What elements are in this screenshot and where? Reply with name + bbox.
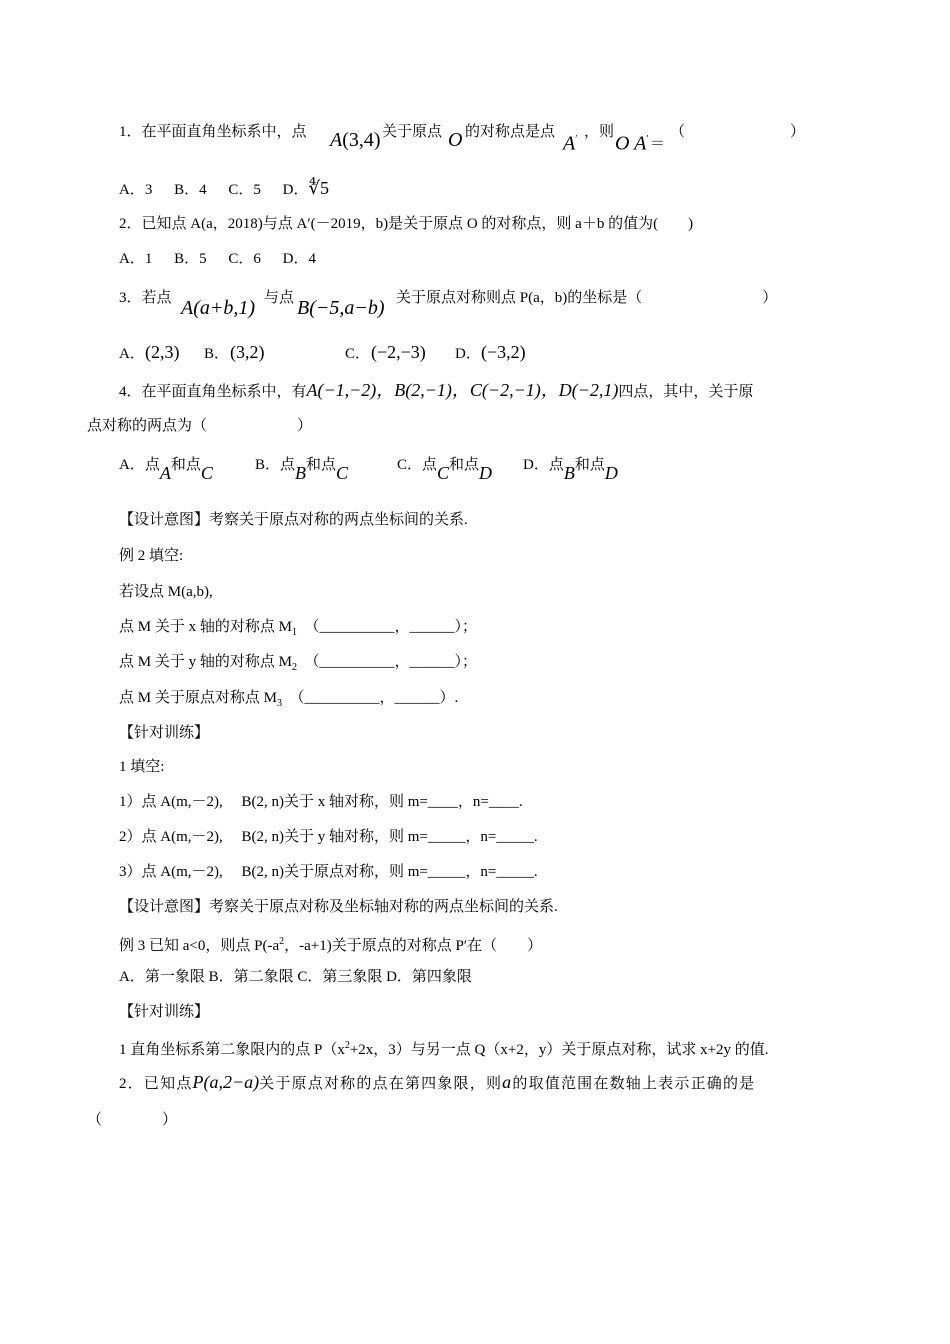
q1-line [119,122,307,142]
example-2-line3: 点 M 关于原点对称点 $M_3$ （__________，______）. [119,690,459,709]
example-2-line2: 点 M 关于 y 轴的对称点 $M_2$ （__________，______）； [119,654,477,673]
q2-option-b: B．5 [174,251,207,267]
q3-point-b: B(−5,a−b) [297,297,385,319]
q1-pre: 在平面直角坐标系中，点 [141,124,307,140]
q3-option-a-value: (2,3) [145,342,180,362]
q1-number: 1． [119,124,142,140]
q1-point-a: A(3,4) [330,129,381,151]
q3-option-c: C． [345,346,371,362]
q3-mid: 与点 [264,290,295,306]
q2-option-a: A．1 [119,251,153,267]
training-2-title: 【针对训练】 [119,1004,210,1020]
q1-option-b: B．4 [174,182,207,198]
q3-post: 关于原点对称则点 P(a，b)的坐标是（ ） [396,290,778,306]
example-3: 例 3 已知 a<0，则点 $P(-a^2$，-a+1)关于原点的对称点 P′在（ ） [119,936,543,954]
training-2-item2: 2．已知点P(a,2−a)关于原点对称的点在第四象限，则a的取值范围在数轴上表示正确的是 [119,1072,756,1092]
q1-mid: 关于原点 [382,124,443,140]
example-3-options: A．第一象限 B．第二象限 C．第三象限 D．第四象限 [119,969,472,985]
q1-options [119,178,329,200]
q4-option-b: B．点B和点C [255,457,349,483]
q2-option-c: C．6 [228,251,261,267]
training-1-item2: 2）点 A(m,－2), B(2, n)关于 y 轴对称，则 m=_____，n=_____. [119,829,538,845]
example-2-intro: 若设点 M(a,b), [119,584,213,600]
q1-paren: （ ） [670,124,806,140]
training-1-item1: 1）点 A(m,－2), B(2, n)关于 x 轴对称，则 m=____，n=____. [119,794,523,810]
training-2-item1: 1 直角坐标系第二象限内的点 $P(x^2+2x$，3）与另一点 Q（x+2，y）关于原点对称，试求 x+2y 的值. [119,1040,769,1058]
q2-option-d: D．4 [282,251,316,267]
q4-line1 [119,380,753,402]
design-intent-1: 【设计意图】考察关于原点对称的两点坐标间的关系. [119,512,468,528]
q1-then: ，则 [584,124,615,140]
q4-option-c: C．点C和点D [397,457,493,483]
training-1-sub: 1 填空: [119,759,165,775]
q1-origin-o: O [448,129,463,151]
q1-option-d: D． [282,182,309,198]
q1-option-d-math: ∜5 [308,178,329,198]
q4-options [119,453,679,483]
q3-point-a: A(a+b,1) [181,297,256,319]
example-2-line1: 点 M 关于 x 轴的对称点 $M_1$ （__________，______）； [119,619,477,638]
q3-option-a: A． [119,346,145,362]
training-1-title: 【针对训练】 [119,725,210,741]
q4-option-a: A．点A和点C [119,457,213,483]
design-intent-2: 【设计意图】考察关于原点对称及坐标轴对称的两点坐标间的关系. [119,899,558,915]
q1-option-c: C．5 [228,182,261,198]
training-1-item3: 3）点 A(m,－2), B(2, n)关于原点对称，则 m=_____，n=_____. [119,864,538,880]
q3-option-b: B． [204,346,230,362]
example-2-title: 例 2 填空: [119,548,184,564]
q1-eq: ＝ [650,136,666,152]
q3-pre: 3．若点 [119,290,172,306]
q2-options [119,249,316,269]
q4-points: A(−1,−2)，B(2,−1)，C(−2,−1)，D(−2,1) [306,380,619,400]
training-2-item2-paren: （ ） [87,1112,178,1128]
q1-mid2: 的对称点是点 [465,124,556,140]
q3-option-c-value: (−2,−3) [371,342,426,362]
q4-line2: 点对称的两点为（ ） [87,418,313,434]
q2-text: 2．已知点 A(a，2018)与点 A′(－2019，b)是关于原点 O 的对称点，则 a＋b 的值为( ) [119,216,694,232]
q1-option-a: A．3 [119,182,153,198]
q3-option-d-value: (−3,2) [481,342,526,362]
q4-post: 四点，其中，关于原 [618,384,754,400]
q1-a-prime: A′ [563,132,578,155]
q3-options [119,344,639,364]
q4-pre: 4．在平面直角坐标系中，有 [119,384,307,400]
q3-option-d: D． [455,346,481,362]
q1-oa: O A′ [615,132,649,155]
q4-option-d: D．点B和点D [523,457,618,483]
q3-option-b-value: (3,2) [230,342,265,362]
